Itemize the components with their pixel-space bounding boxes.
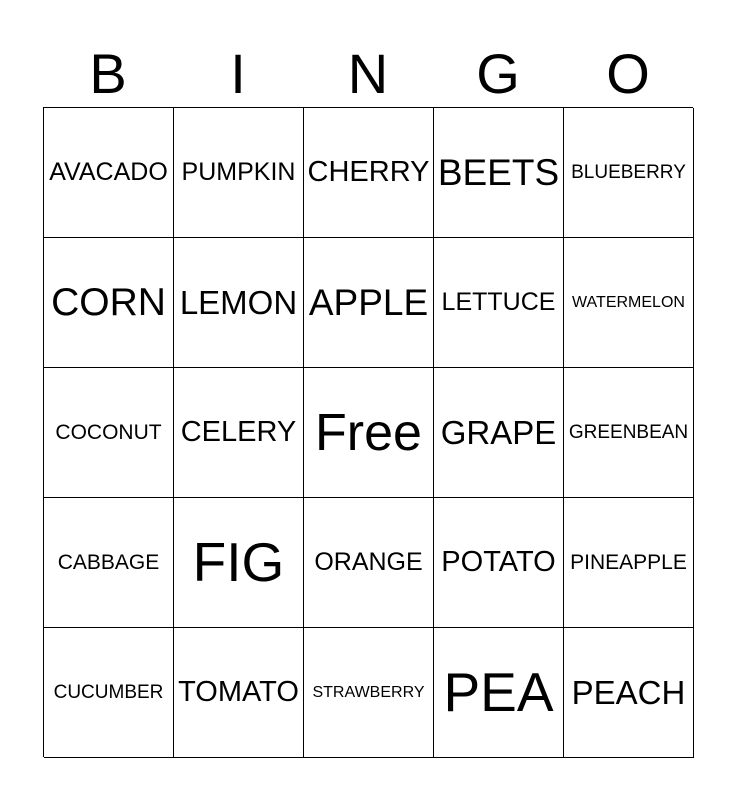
header-letter-o: O [606, 42, 650, 105]
bingo-cell: CELERY [174, 368, 304, 498]
bingo-cell: CHERRY [304, 108, 434, 238]
bingo-cell: ORANGE [304, 498, 434, 628]
bingo-cell: COCONUT [44, 368, 174, 498]
header-letter-i: I [230, 42, 246, 105]
bingo-cell: WATERMELON [564, 238, 694, 368]
header-letter-b: B [89, 42, 127, 105]
bingo-cell: FIG [174, 498, 304, 628]
bingo-cell: CORN [44, 238, 174, 368]
bingo-cell: PUMPKIN [174, 108, 304, 238]
free-space-cell: Free [304, 368, 434, 498]
bingo-cell: TOMATO [174, 628, 304, 758]
header-letter-n: N [347, 42, 389, 105]
bingo-cell: PEA [434, 628, 564, 758]
bingo-cell: LEMON [174, 238, 304, 368]
bingo-board [43, 107, 693, 757]
bingo-cell: PINEAPPLE [564, 498, 694, 628]
bingo-cell: GRAPE [434, 368, 564, 498]
bingo-cell: CUCUMBER [44, 628, 174, 758]
bingo-cell: BLUEBERRY [564, 108, 694, 238]
bingo-cell: STRAWBERRY [304, 628, 434, 758]
bingo-cell: GREENBEAN [564, 368, 694, 498]
bingo-cell: PEACH [564, 628, 694, 758]
bingo-cell: BEETS [434, 108, 564, 238]
header-letter-g: G [476, 42, 520, 105]
bingo-cell: APPLE [304, 238, 434, 368]
bingo-cell: POTATO [434, 498, 564, 628]
bingo-cell: LETTUCE [434, 238, 564, 368]
bingo-header [43, 40, 693, 108]
bingo-cell: CABBAGE [44, 498, 174, 628]
bingo-cell: AVACADO [44, 108, 174, 238]
